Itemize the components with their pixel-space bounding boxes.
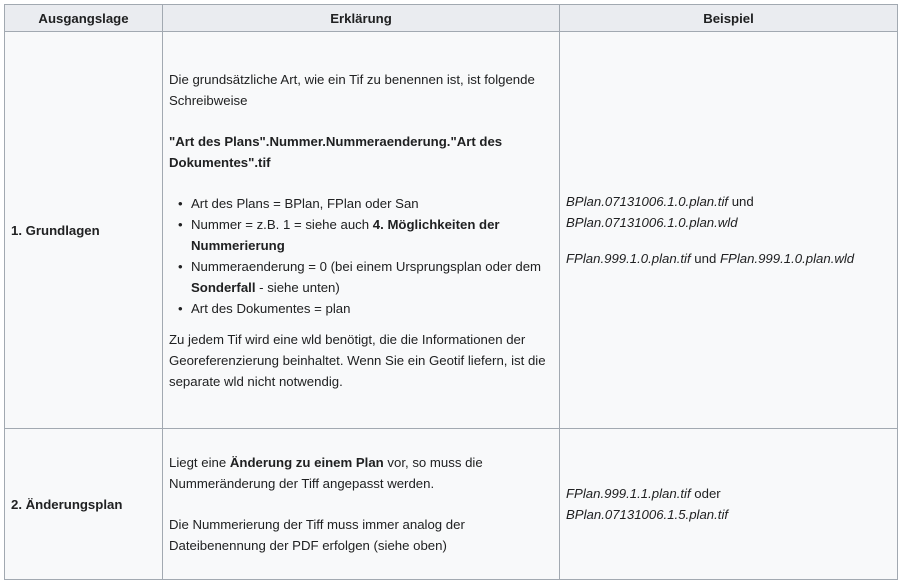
table-row [5,429,898,580]
example-cell [560,429,898,580]
list-item: • Nummer = z.B. 1 = siehe auch 4. Möglichkeiten der Nummerierung [191,214,553,256]
column-header-ausgangslage[interactable]: Ausgangslage [5,5,163,32]
row-label-grundlagen: 1. Grundlagen [5,32,163,429]
special-case-term: Sonderfall [191,279,256,295]
column-header-erklaerung[interactable]: Erklärung [163,5,560,32]
column-header-beispiel[interactable]: Beispiel [560,5,898,32]
list-item: • Art des Dokumentes = plan [191,298,553,319]
example-fplan: FPlan.999.1.0.plan.tif und FPlan.999.1.0.plan.wld [566,251,855,266]
naming-rules-table [4,4,898,580]
numbering-reference: 4. Möglichkeiten der Nummerierung [191,216,500,253]
outro-text: Zu jedem Tif wird eine wld benötigt, die die Informationen der Georeferenzierung beinhaltet. Wenn Sie ein Geotif liefern, ist die separate wld nicht notwendig. [169,331,546,389]
numbering-analog-text: Die Nummerierung der Tiff muss immer analog der Dateibenennung der PDF erfolgen (siehe oben) [169,517,465,553]
format-line: "Art des Plans".Nummer.Nummeraenderung."Art des Dokumentes".tif [169,133,503,170]
explanation-cell [163,429,560,580]
example-change: FPlan.999.1.1.plan.tif oder BPlan.07131006.1.5.plan.tif [566,486,729,522]
format-parts-list [169,193,553,319]
change-plan-text: Liegt eine Änderung zu einem Plan vor, so muss die Nummeränderung der Tiff angepasst werden. [169,455,483,491]
list-item: • Art des Plans = BPlan, FPlan oder San [191,193,553,214]
example-cell [560,32,898,429]
table-header-row [5,5,898,32]
explanation-cell [163,32,560,429]
list-item: • Nummeraenderung = 0 (bei einem Ursprungsplan oder dem Sonderfall - siehe unten) [191,256,553,298]
example-bplan: BPlan.07131006.1.0.plan.tif und BPlan.07131006.1.0.plan.wld [566,194,754,230]
table-row [5,32,898,429]
intro-text: Die grundsätzliche Art, wie ein Tif zu benennen ist, ist folgende Schreibweise [169,71,535,108]
row-label-aenderungsplan: 2. Änderungsplan [5,429,163,580]
